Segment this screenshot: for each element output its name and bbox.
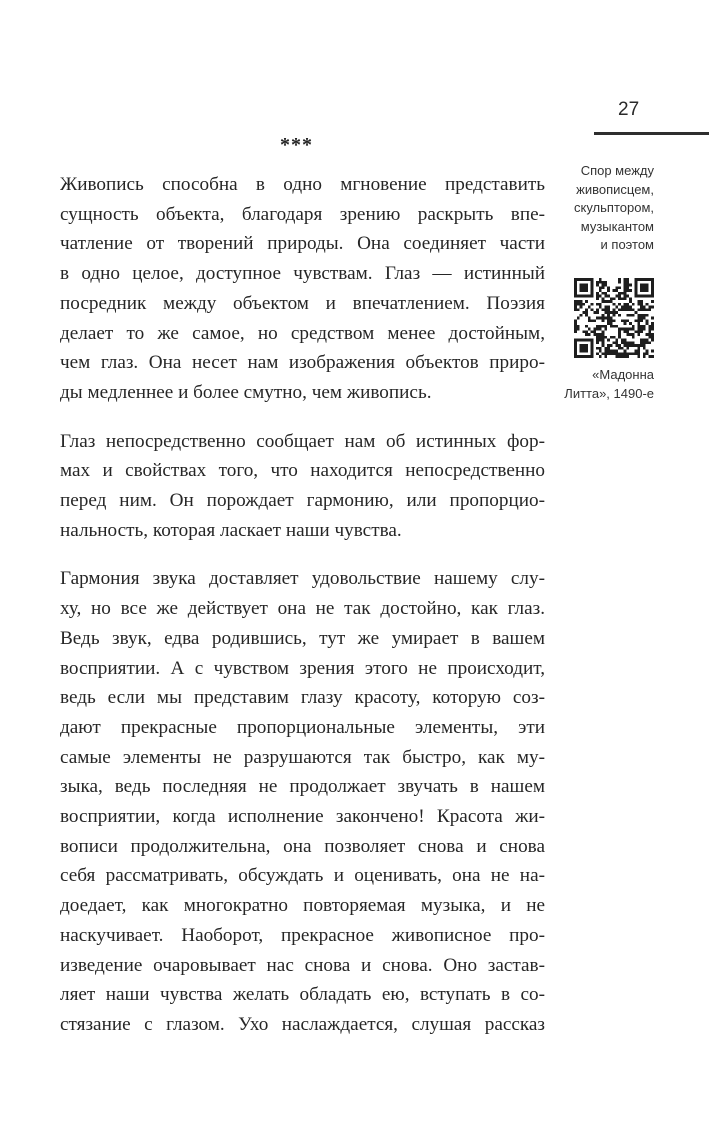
sidebar-note-line: Литта», 1490-е [564,385,654,401]
sidebar-note-line: «Мадонна [592,367,654,382]
text-line: чем глаз. Она несет нам изображения объектов приро- [60,352,545,374]
text-line: изведение очаровывает нас снова и снова. Оно застав- [60,954,545,976]
text-line: стязание с глазом. Ухо наслаждается, слушая рассказ [60,1013,545,1035]
text-line: дают прекрасные пропорциональные элементы, эти [60,716,545,738]
text-line: Глаз непосредственно сообщает нам об истинных фор- [60,430,545,452]
sidebar-note-line: живописцем, [576,181,654,197]
text-line: ху, но все же действует она не так достойно, как глаз. [60,598,545,620]
text-line: восприятии, когда исполнение закончено! Красота жи- [60,806,545,828]
text-line: ды медленнее и более смутно, чем живопись. [60,381,432,403]
text-line: перед ним. Он порождает гармонию, или пропорцио- [60,490,545,512]
sidebar-note-caption [564,366,654,403]
qr-code-icon[interactable] [574,278,654,358]
text-line: Гармония звука доставляет удовольствие нашему слу- [60,568,545,590]
text-line: нальность, которая ласкает наши чувства. [60,519,402,541]
text-line: сущность объекта, благодаря зрению раскрыть впе- [60,203,545,225]
text-line: Ведь звук, едва родившись, тут же умирает в вашем [60,627,545,649]
text-line: восприятии. А с чувством зрения этого не происходит, [60,657,545,679]
section-separator: *** [280,134,313,156]
text-line: мах и свойствах того, что находится непосредственно [60,460,545,482]
text-line: зыка, ведь последняя не продолжает звучать в нашем [60,776,545,798]
paragraph-2 [60,427,545,546]
sidebar-note-line: музыкантом [580,218,654,234]
text-line: ляет наши чувства желать обладать ею, вступать в со- [60,984,545,1006]
header-rule [594,132,709,135]
sidebar-note-line: скульптором, [574,200,654,215]
sidebar-note-line: и поэтом [600,237,654,252]
text-line: посредник между объектом и впечатлением. Поэзия [60,292,545,314]
text-line: чатление от творений природы. Она соединяет части [60,233,545,255]
page-number: 27 [618,99,640,120]
text-line: себя рассматривать, обсуждать и оценивать, она не на- [60,865,545,887]
sidebar-note-topic [574,162,654,255]
text-line: вописи продолжительна, она позволяет снова и снова [60,835,545,857]
text-line: ведь если мы представим глазу красоту, которую соз- [60,687,545,709]
paragraph-1 [60,170,545,408]
main-text [60,170,545,1059]
paragraph-3 [60,564,545,1039]
text-line: самые элементы не разрушаются так быстро, как му- [60,746,545,768]
text-line: наскучивает. Наоборот, прекрасное живописное про- [60,924,545,946]
sidebar-note-line: Спор между [580,163,654,178]
text-line: доедает, как многократно повторяемая музыка, и не [60,895,545,917]
text-line: делает то же самое, но средством менее достойным, [60,322,545,344]
text-line: Живопись способна в одно мгновение представить [60,174,545,195]
text-line: в одно целое, доступное чувствам. Глаз — истинный [60,263,545,285]
